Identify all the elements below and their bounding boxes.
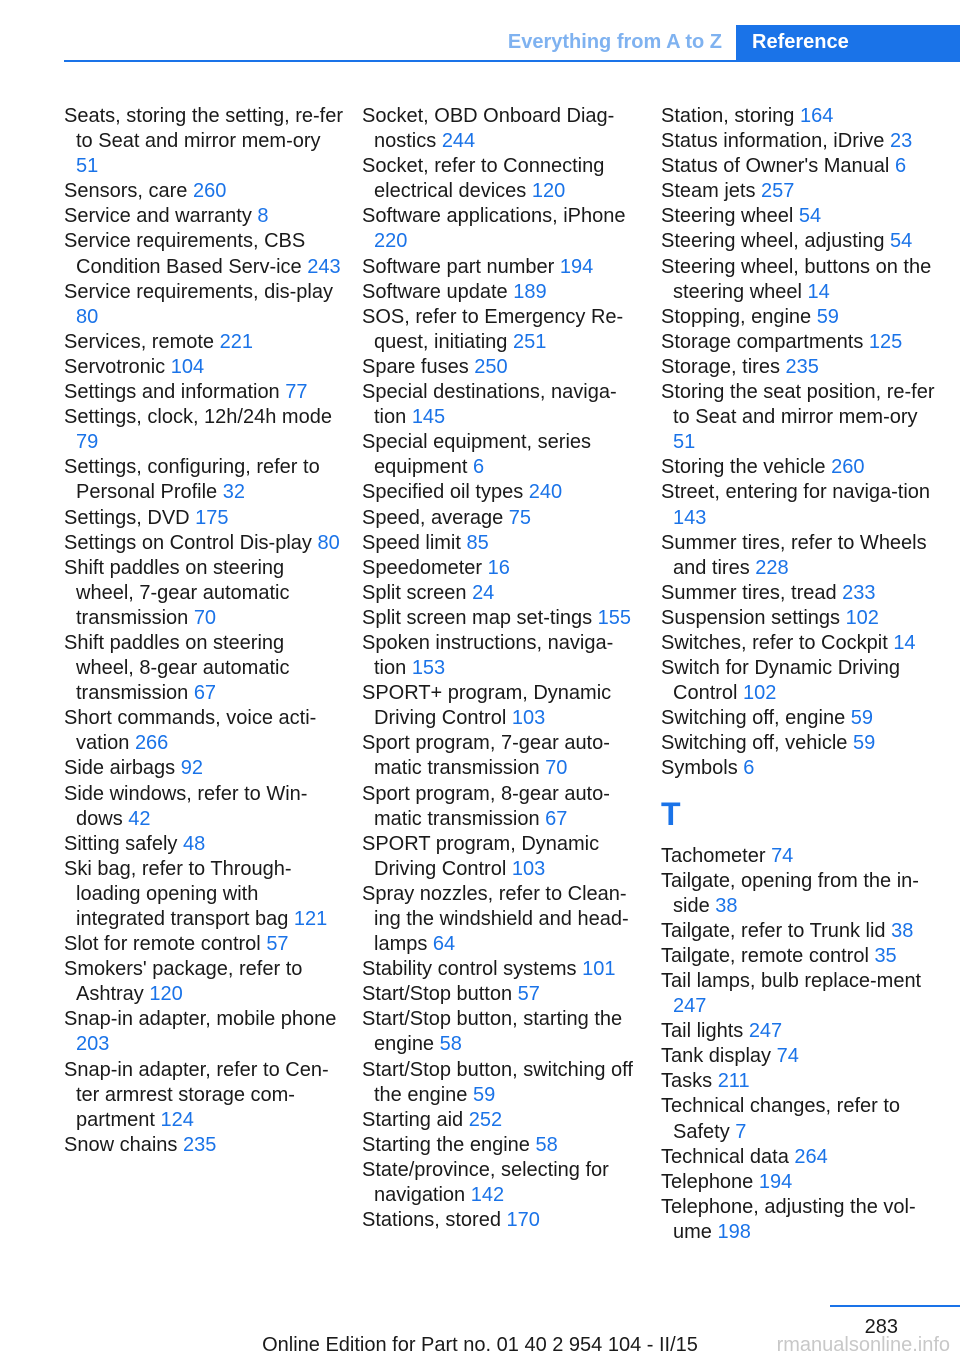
index-entry — [362, 731, 642, 781]
index-letter-heading: T — [661, 795, 681, 832]
entry-page-link[interactable]: 74 — [776, 1045, 799, 1068]
entry-term: Short commands, voice acti‐vation — [64, 707, 317, 755]
page-number: 283 — [864, 1316, 898, 1338]
index-entry — [362, 506, 642, 531]
index-entry — [362, 480, 642, 505]
entry-term: Speed limit — [362, 531, 467, 554]
entry-term: Settings, DVD — [64, 506, 196, 529]
entry-term: Storing the seat position, re‐fer to Seat and mirror mem‐ory — [661, 381, 935, 429]
entry-term: Sport program, 7-gear auto‐matic transmission — [362, 732, 610, 780]
entry-term: Tachometer — [661, 844, 772, 867]
entry-page-link[interactable]: 198 — [717, 1220, 751, 1243]
index-entry — [64, 1133, 344, 1158]
index-entry — [362, 380, 642, 430]
header-tab-reference: Reference — [736, 25, 960, 60]
entry-term: Starting aid — [362, 1108, 469, 1131]
index-entry — [661, 480, 941, 530]
entry-page-link[interactable]: 194 — [758, 1170, 793, 1193]
entry-page-link[interactable]: 221 — [219, 330, 253, 353]
entry-page-link[interactable]: 64 — [432, 933, 456, 956]
entry-term: Settings, clock, 12h/24h mode — [64, 406, 332, 429]
entry-page-link[interactable]: 24 — [472, 581, 495, 604]
index-entry — [661, 531, 941, 581]
entry-page-link[interactable]: 264 — [794, 1145, 828, 1168]
entry-term: Services, remote — [64, 330, 220, 353]
index-entry — [661, 1145, 941, 1170]
entry-term: Special destinations, naviga‐tion — [362, 381, 617, 429]
index-entry — [64, 280, 344, 330]
index-entry — [362, 681, 642, 731]
index-entry — [661, 869, 941, 919]
index-entry — [661, 1069, 941, 1094]
entry-page-link[interactable]: 145 — [411, 406, 446, 429]
entry-term: Storing the vehicle — [661, 456, 832, 479]
index-entry — [64, 531, 344, 556]
entry-term: Technical data — [661, 1145, 795, 1168]
entry-term: Start/Stop button, switching off the engine — [362, 1058, 633, 1106]
entry-page-link[interactable]: 80 — [317, 531, 340, 554]
index-entry — [64, 355, 344, 380]
entry-page-link[interactable]: 14 — [893, 631, 916, 654]
entry-page-link[interactable]: 23 — [889, 130, 913, 153]
entry-term: Telephone, adjusting the vol‐ume — [661, 1195, 916, 1243]
entry-term: Snow chains — [64, 1133, 183, 1156]
entry-page-link[interactable]: 124 — [160, 1108, 194, 1131]
entry-term: Spoken instructions, naviga‐tion — [362, 631, 614, 680]
entry-page-link[interactable]: 233 — [842, 581, 876, 604]
entry-term: Service and warranty — [64, 205, 258, 228]
index-entry — [64, 957, 344, 1007]
entry-term: Steering wheel — [661, 205, 799, 228]
entry-term: Service requirements, dis‐play — [64, 280, 333, 303]
entry-term: Special equipment, series equipment — [362, 431, 592, 479]
entry-term: Software applications, iPhone — [362, 205, 626, 228]
entry-page-link[interactable]: 142 — [470, 1184, 505, 1207]
entry-term: Telephone — [661, 1170, 759, 1193]
entry-page-link[interactable]: 244 — [441, 130, 476, 153]
entry-page-link[interactable]: 8 — [257, 205, 269, 228]
entry-term: Tailgate, refer to Trunk lid — [661, 919, 892, 942]
entry-page-link[interactable]: 59 — [816, 305, 839, 328]
index-entry — [64, 1058, 344, 1133]
entry-term: Snap-in adapter, mobile phone — [64, 1008, 337, 1031]
entry-page-link[interactable]: 125 — [868, 330, 903, 353]
entry-page-link[interactable]: 59 — [852, 732, 876, 755]
index-entry — [64, 1007, 344, 1057]
entry-page-link[interactable]: 250 — [474, 355, 508, 378]
entry-term: Start/Stop button, starting the engine — [362, 1008, 623, 1056]
index-entry — [362, 606, 642, 631]
index-entry — [362, 305, 642, 355]
index-entry — [64, 756, 344, 781]
entry-page-link[interactable]: 120 — [531, 180, 566, 203]
entry-term: Switch for Dynamic Driving Control — [661, 657, 900, 705]
index-entry — [661, 919, 941, 944]
header-rule — [64, 60, 960, 62]
entry-term: Sport program, 8-gear auto‐matic transmission — [362, 782, 610, 830]
entry-term: Steam jets — [661, 180, 762, 203]
entry-page-link[interactable]: 170 — [506, 1209, 540, 1232]
entry-term: Specified oil types — [362, 481, 529, 504]
entry-term: Socket, refer to Connecting electrical devices — [362, 155, 605, 203]
entry-page-link[interactable]: 228 — [755, 556, 789, 579]
index-entry — [362, 1208, 642, 1233]
entry-page-link[interactable]: 101 — [582, 958, 616, 981]
index-entry — [362, 882, 642, 957]
entry-term: Tasks — [661, 1070, 718, 1093]
entry-page-link[interactable]: 240 — [528, 481, 563, 504]
entry-page-link[interactable]: 266 — [134, 732, 169, 755]
index-entry — [661, 179, 941, 204]
entry-page-link[interactable]: 194 — [559, 255, 594, 278]
entry-page-link[interactable]: 58 — [439, 1033, 462, 1056]
header-section-title: Everything from A to Z — [507, 31, 722, 53]
entry-term: Split screen map set‐tings — [362, 606, 598, 629]
index-entry — [661, 380, 941, 455]
index-entry — [64, 706, 344, 756]
entry-term: Side airbags — [64, 757, 181, 780]
entry-page-link[interactable]: 103 — [511, 707, 546, 730]
entry-page-link[interactable]: 74 — [771, 844, 794, 867]
page-header — [0, 25, 960, 61]
entry-page-link[interactable]: 104 — [170, 355, 205, 378]
entry-page-link[interactable]: 42 — [128, 807, 151, 830]
entry-term: Speedometer — [362, 556, 488, 579]
entry-page-link[interactable]: 85 — [466, 531, 489, 554]
entry-term: Software update — [362, 280, 514, 303]
entry-term: Smokers' package, refer to Ashtray — [64, 958, 303, 1006]
entry-page-link[interactable]: 57 — [266, 933, 289, 956]
index-entry — [362, 1007, 642, 1057]
entry-page-link[interactable]: 257 — [761, 180, 795, 203]
entry-term: Stability control systems — [362, 958, 583, 981]
entry-page-link[interactable]: 252 — [468, 1108, 503, 1131]
index-entry — [362, 581, 642, 606]
index-entry — [661, 731, 941, 756]
watermark: rmanualsonline.info — [776, 1334, 950, 1356]
entry-term: Tailgate, remote control — [661, 944, 875, 967]
entry-term: Switches, refer to Cockpit — [661, 631, 894, 654]
entry-term: Switching off, engine — [661, 707, 851, 730]
entry-term: Technical changes, refer to Safety — [661, 1095, 901, 1143]
index-entry — [661, 1019, 941, 1044]
entry-term: Stopping, engine — [661, 305, 817, 328]
index-entry — [362, 982, 642, 1007]
entry-page-link[interactable]: 164 — [799, 105, 834, 127]
entry-page-link[interactable]: 59 — [472, 1083, 496, 1106]
entry-page-link[interactable]: 247 — [748, 1020, 783, 1043]
index-entry — [661, 305, 941, 330]
edition-note: Online Edition for Part no. 01 40 2 954 104 - II/15 — [262, 1334, 698, 1356]
index-entry — [362, 782, 642, 832]
index-entry — [362, 204, 642, 254]
entry-page-link[interactable]: 260 — [192, 180, 227, 203]
index-entry — [64, 229, 344, 279]
entry-term: Steering wheel, buttons on the steering wheel — [661, 255, 932, 303]
entry-term: Sensors, care — [64, 180, 193, 203]
entry-page-link[interactable]: 67 — [545, 807, 568, 830]
entry-page-link[interactable]: 102 — [845, 606, 879, 629]
index-entry — [362, 556, 642, 581]
index-entry — [661, 581, 941, 606]
index-entry — [661, 1195, 941, 1245]
entry-term: Shift paddles on steering wheel, 8-gear automatic transmission — [64, 631, 290, 705]
index-entry — [64, 556, 344, 631]
index-entry — [661, 631, 941, 656]
entry-page-link[interactable]: 38 — [891, 919, 914, 942]
entry-page-link[interactable]: 120 — [149, 983, 183, 1006]
entry-page-link[interactable]: 6 — [472, 456, 485, 479]
entry-page-link[interactable]: 57 — [517, 983, 540, 1006]
entry-page-link[interactable]: 155 — [597, 606, 632, 629]
index-entry — [64, 405, 344, 455]
entry-term: Spare fuses — [362, 355, 475, 378]
index-entry — [64, 782, 344, 832]
index-entry — [362, 280, 642, 305]
entry-page-link[interactable]: 38 — [715, 894, 738, 917]
entry-term: Steering wheel, adjusting — [661, 230, 891, 253]
entry-term: Seats, storing the setting, re‐fer to Seat and mirror mem‐ory — [64, 105, 344, 153]
entry-term: Side windows, refer to Win‐dows — [64, 782, 308, 830]
index-entry — [661, 1170, 941, 1195]
index-entry — [64, 631, 344, 706]
entry-page-link[interactable]: 70 — [545, 757, 568, 780]
index-entry — [362, 355, 642, 380]
index-entry — [362, 631, 642, 681]
entry-page-link[interactable]: 16 — [487, 556, 510, 579]
index-entry — [661, 330, 941, 355]
entry-page-link[interactable]: 51 — [76, 155, 99, 178]
entry-term: Servotronic — [64, 355, 171, 378]
entry-page-link[interactable]: 6 — [743, 757, 755, 780]
index-entry — [64, 104, 344, 179]
index-entry — [661, 756, 941, 781]
entry-term: Suspension settings — [661, 606, 846, 629]
index-entry — [661, 455, 941, 480]
entry-page-link[interactable]: 70 — [193, 606, 217, 629]
entry-term: State/province, selecting for navigation — [362, 1158, 609, 1207]
entry-term: SPORT program, Dynamic Driving Control — [362, 832, 600, 880]
entry-term: Storage, tires — [661, 355, 786, 378]
entry-term: Socket, OBD Onboard Diag‐nostics — [362, 105, 615, 153]
entry-page-link[interactable]: 67 — [193, 682, 217, 705]
entry-page-link[interactable]: 220 — [374, 230, 408, 253]
entry-page-link[interactable]: 6 — [894, 155, 907, 178]
index-entry — [661, 969, 941, 1019]
index-entry — [362, 1133, 642, 1158]
index-entry — [661, 1094, 941, 1144]
entry-term: Storage compartments — [661, 330, 869, 353]
entry-page-link[interactable]: 211 — [717, 1070, 750, 1093]
index-entry — [661, 355, 941, 380]
index-column-3 — [661, 104, 941, 1245]
entry-page-link[interactable]: 203 — [76, 1033, 110, 1056]
entry-term: Snap-in adapter, refer to Cen‐ter armrest storage com‐partment — [64, 1058, 329, 1131]
entry-page-link[interactable]: 54 — [798, 205, 822, 228]
index-entry — [661, 1044, 941, 1069]
entry-term: Settings and information — [64, 381, 286, 404]
index-entry — [661, 606, 941, 631]
entry-term: Software part number — [362, 255, 560, 278]
entry-page-link[interactable]: 143 — [673, 506, 707, 529]
index-entry — [661, 154, 941, 179]
footer-rule — [830, 1305, 960, 1307]
entry-term: Settings on Control Dis‐play — [64, 531, 318, 554]
entry-term: Station, storing — [661, 105, 800, 127]
entry-page-link[interactable]: 7 — [735, 1120, 747, 1143]
entry-term: Shift paddles on steering wheel, 7-gear automatic transmission — [64, 556, 290, 629]
entry-term: Summer tires, refer to Wheels and tires — [661, 531, 927, 579]
index-entry — [661, 229, 941, 254]
entry-term: SPORT+ program, Dynamic Driving Control — [362, 682, 612, 730]
entry-page-link[interactable]: 92 — [180, 757, 203, 780]
index-entry — [661, 104, 941, 129]
entry-term: Sitting safely — [64, 832, 183, 855]
entry-page-link[interactable]: 175 — [195, 506, 229, 529]
index-entry — [362, 832, 642, 882]
entry-term: Service requirements, CBS Condition Based Serv‐ice — [64, 230, 308, 278]
index-entry — [362, 957, 642, 982]
index-entry — [661, 204, 941, 229]
index-entry — [362, 430, 642, 480]
entry-term: Stations, stored — [362, 1209, 507, 1232]
entry-term: Tank display — [661, 1045, 777, 1068]
entry-term: Ski bag, refer to Through-loading opening with integrated transport bag — [64, 857, 294, 930]
entry-page-link[interactable]: 121 — [293, 908, 328, 930]
entry-page-link[interactable]: 59 — [850, 707, 874, 730]
entry-term: Tail lamps, bulb replace‐ment — [661, 970, 922, 992]
entry-page-link[interactable]: 235 — [182, 1133, 217, 1156]
entry-page-link[interactable]: 80 — [76, 305, 99, 328]
entry-term: Status information, iDrive — [661, 130, 890, 153]
index-entry — [661, 844, 941, 869]
entry-page-link[interactable]: 79 — [76, 431, 99, 454]
entry-page-link[interactable]: 102 — [743, 682, 777, 705]
entry-page-link[interactable]: 35 — [874, 944, 897, 967]
index-entry — [362, 531, 642, 556]
entry-page-link[interactable]: 243 — [307, 255, 341, 278]
entry-term: SOS, refer to Emergency Re‐quest, initiating — [362, 305, 624, 353]
entry-term: Switching off, vehicle — [661, 732, 853, 755]
index-entry — [64, 380, 344, 405]
index-column-1 — [64, 104, 344, 1158]
entry-page-link[interactable]: 77 — [285, 381, 308, 404]
entry-term: Tail lights — [661, 1020, 749, 1043]
entry-page-link[interactable]: 153 — [411, 657, 446, 680]
index-entry — [661, 255, 941, 305]
index-entry — [362, 1108, 642, 1133]
index-entry — [64, 832, 344, 857]
entry-term: Status of Owner's Manual — [661, 155, 895, 178]
entry-page-link[interactable]: 32 — [222, 481, 245, 504]
entry-page-link[interactable]: 260 — [831, 456, 865, 479]
index-entry — [661, 656, 941, 706]
index-entry — [64, 932, 344, 957]
entry-term: Start/Stop button — [362, 983, 518, 1006]
index-entry — [64, 857, 344, 932]
entry-page-link[interactable]: 48 — [182, 832, 206, 855]
entry-term: Street, entering for naviga‐tion — [661, 481, 931, 504]
index-entry — [362, 255, 642, 280]
index-entry — [64, 204, 344, 229]
index-entry — [64, 455, 344, 505]
entry-term: Slot for remote control — [64, 933, 267, 956]
index-entry — [661, 706, 941, 731]
entry-term: Spray nozzles, refer to Clean‐ing the windshield and head‐lamps — [362, 882, 629, 956]
index-entry — [64, 330, 344, 355]
entry-term: Summer tires, tread — [661, 581, 843, 604]
entry-page-link[interactable]: 75 — [508, 506, 532, 529]
entry-page-link[interactable]: 235 — [785, 355, 819, 378]
entry-page-link[interactable]: 14 — [807, 280, 830, 303]
index-entry — [661, 944, 941, 969]
entry-page-link[interactable]: 54 — [890, 230, 913, 253]
entry-page-link[interactable]: 103 — [511, 857, 546, 880]
entry-term: Speed, average — [362, 506, 509, 529]
entry-term: Settings, configuring, refer to Personal Profile — [64, 456, 320, 504]
entry-page-link[interactable]: 58 — [535, 1133, 558, 1156]
index-entry — [362, 1158, 642, 1208]
index-entry — [362, 104, 642, 154]
index-entry — [64, 506, 344, 531]
entry-page-link[interactable]: 247 — [673, 995, 707, 1018]
index-column-2 — [362, 104, 642, 1233]
index-entry — [362, 1058, 642, 1108]
index-entry — [362, 154, 642, 204]
entry-page-link[interactable]: 189 — [513, 280, 547, 303]
entry-page-link[interactable]: 251 — [512, 330, 547, 353]
entry-page-link[interactable]: 51 — [673, 431, 696, 454]
entry-term: Split screen — [362, 581, 473, 604]
index-entry — [64, 179, 344, 204]
index-entry — [661, 129, 941, 154]
entry-term: Tailgate, opening from the in‐side — [661, 869, 919, 917]
entry-term: Symbols — [661, 757, 744, 780]
entry-term: Starting the engine — [362, 1133, 536, 1156]
